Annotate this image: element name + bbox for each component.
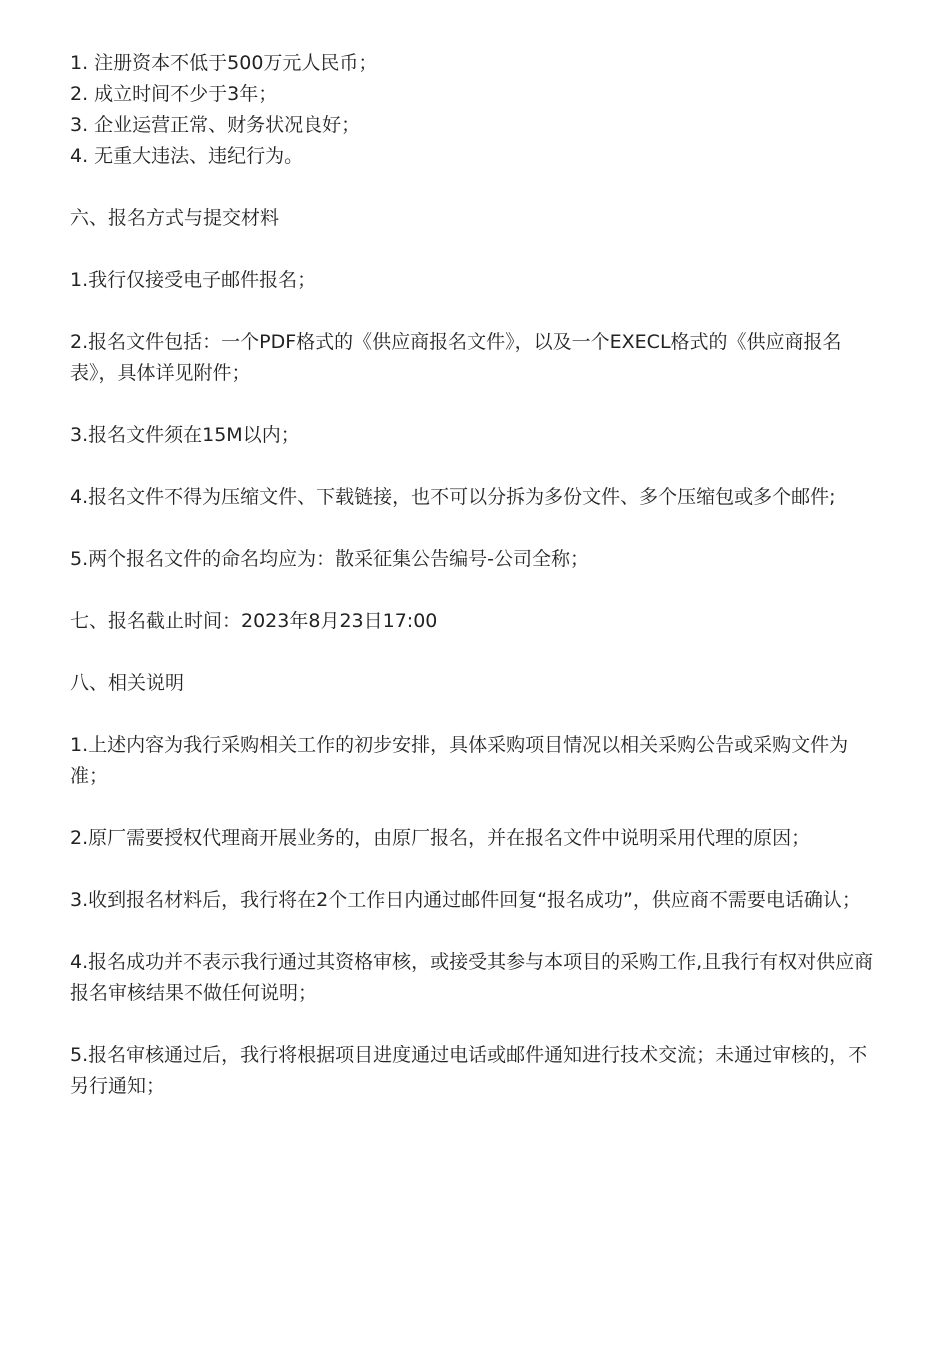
document-body — [70, 48, 882, 1102]
section-7-heading: 七、报名截止时间：2023年8月23日17:00 — [70, 610, 438, 632]
spacer — [70, 172, 882, 203]
spacer — [70, 575, 882, 606]
section-6-item: 1.我行仅接受电子邮件报名； — [70, 269, 317, 291]
spacer — [70, 389, 882, 420]
section-6-item: 3.报名文件须在15M以内； — [70, 424, 300, 446]
section-6-item: 5.两个报名文件的命名均应为：散采征集公告编号-公司全称； — [70, 548, 589, 570]
section-6-item: 2.报名文件包括：一个PDF格式的《供应商报名文件》，以及一个EXECL格式的《供应商报名表》，具体详见附件； — [70, 331, 842, 384]
spacer — [70, 234, 882, 265]
spacer — [70, 451, 882, 482]
spacer — [70, 513, 882, 544]
spacer — [70, 854, 882, 885]
section-8-item: 4.报名成功并不表示我行通过其资格审核，或接受其参与本项目的采购工作,且我行有权对供应商报名审核结果不做任何说明； — [70, 951, 874, 1004]
section-8-item: 1.上述内容为我行采购相关工作的初步安排，具体采购项目情况以相关采购公告或采购文件为准； — [70, 734, 849, 787]
spacer — [70, 792, 882, 823]
spacer — [70, 637, 882, 668]
section-6-heading: 六、报名方式与提交材料 — [70, 207, 280, 229]
spacer — [70, 296, 882, 327]
section-8-item: 2.原厂需要授权代理商开展业务的，由原厂报名，并在报名文件中说明采用代理的原因； — [70, 827, 811, 849]
requirement-item: 2. 成立时间不少于3年； — [70, 83, 278, 105]
spacer — [70, 699, 882, 730]
section-6-item: 4.报名文件不得为压缩文件、下载链接，也不可以分拆为多份文件、多个压缩包或多个邮件; — [70, 486, 836, 508]
section-8-item: 5.报名审核通过后，我行将根据项目进度通过电话或邮件通知进行技术交流；未通过审核的，不另行通知； — [70, 1044, 868, 1097]
spacer — [70, 916, 882, 947]
requirement-item: 1. 注册资本不低于500万元人民币； — [70, 52, 378, 74]
section-8-heading: 八、相关说明 — [70, 672, 185, 694]
spacer — [70, 1009, 882, 1040]
section-8-item: 3.收到报名材料后，我行将在2个工作日内通过邮件回复“报名成功”，供应商不需要电话确认； — [70, 889, 861, 911]
requirement-item: 3. 企业运营正常、财务状况良好； — [70, 114, 361, 136]
requirement-item: 4. 无重大违法、违纪行为。 — [70, 145, 304, 167]
